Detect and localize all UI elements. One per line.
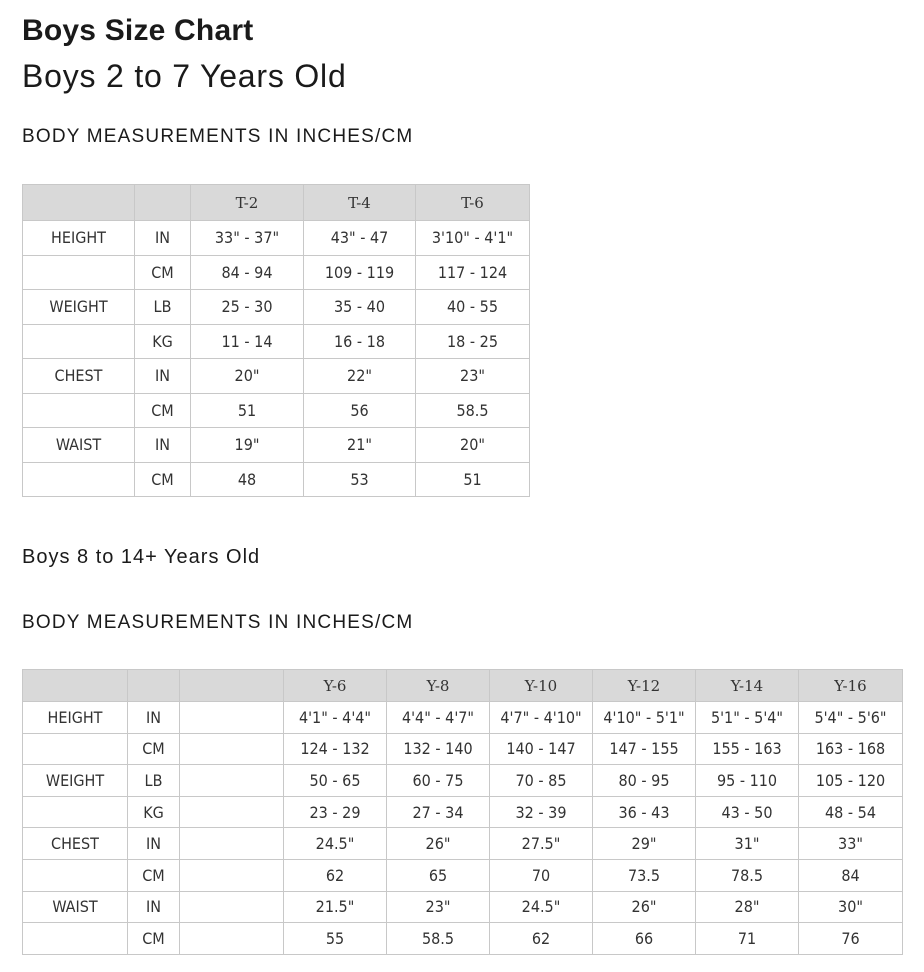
value-cell: 24.5" — [490, 891, 593, 923]
value-cell: 73.5 — [593, 859, 696, 891]
size-table-boys-8-14 — [22, 669, 903, 955]
value-cell: 70 — [490, 859, 593, 891]
size-column-header: Y-10 — [490, 670, 593, 702]
value-cell: 48 - 54 — [799, 796, 903, 828]
measure-cell: WAIST — [23, 891, 128, 923]
table-row — [23, 702, 903, 734]
unit-cell: CM — [135, 255, 191, 290]
measure-cell — [23, 923, 128, 955]
table-row — [23, 733, 903, 765]
unit-cell: CM — [128, 859, 180, 891]
value-cell: 140 - 147 — [490, 733, 593, 765]
unit-cell: CM — [135, 462, 191, 497]
spacer-cell — [180, 859, 284, 891]
spacer-cell — [180, 828, 284, 860]
size-column-header: Y-8 — [387, 670, 490, 702]
value-cell: 11 - 14 — [191, 324, 304, 359]
value-cell: 32 - 39 — [490, 796, 593, 828]
measure-cell — [23, 796, 128, 828]
value-cell: 71 — [696, 923, 799, 955]
size-column-header: Y-14 — [696, 670, 799, 702]
value-cell: 24.5" — [284, 828, 387, 860]
table-row — [23, 324, 530, 359]
measure-cell: WEIGHT — [23, 765, 128, 797]
value-cell: 5'1" - 5'4" — [696, 702, 799, 734]
value-cell: 105 - 120 — [799, 765, 903, 797]
value-cell: 53 — [304, 462, 416, 497]
value-cell: 58.5 — [416, 393, 530, 428]
value-cell: 132 - 140 — [387, 733, 490, 765]
value-cell: 50 - 65 — [284, 765, 387, 797]
table-row — [23, 796, 903, 828]
size-column-header: T-4 — [304, 185, 416, 221]
measure-cell — [23, 324, 135, 359]
value-cell: 5'4" - 5'6" — [799, 702, 903, 734]
value-cell: 18 - 25 — [416, 324, 530, 359]
spacer-cell — [180, 733, 284, 765]
measure-cell: WAIST — [23, 428, 135, 463]
value-cell: 4'4" - 4'7" — [387, 702, 490, 734]
unit-cell: KG — [128, 796, 180, 828]
value-cell: 4'10" - 5'1" — [593, 702, 696, 734]
value-cell: 20" — [191, 359, 304, 394]
value-cell: 51 — [191, 393, 304, 428]
unit-cell: IN — [128, 702, 180, 734]
header-unit — [135, 185, 191, 221]
unit-cell: IN — [135, 221, 191, 256]
measure-cell: WEIGHT — [23, 290, 135, 325]
table-row — [23, 462, 530, 497]
value-cell: 43" - 47 — [304, 221, 416, 256]
value-cell: 31" — [696, 828, 799, 860]
value-cell: 33" — [799, 828, 903, 860]
spacer-cell — [180, 765, 284, 797]
table-row — [23, 891, 903, 923]
unit-cell: LB — [128, 765, 180, 797]
table-row — [23, 393, 530, 428]
table-row — [23, 923, 903, 955]
value-cell: 48 — [191, 462, 304, 497]
measurements-label: BODY MEASUREMENTS IN INCHES/CM — [22, 612, 414, 633]
value-cell: 84 - 94 — [191, 255, 304, 290]
value-cell: 66 — [593, 923, 696, 955]
value-cell: 147 - 155 — [593, 733, 696, 765]
value-cell: 76 — [799, 923, 903, 955]
value-cell: 36 - 43 — [593, 796, 696, 828]
value-cell: 55 — [284, 923, 387, 955]
measure-cell — [23, 462, 135, 497]
value-cell: 84 — [799, 859, 903, 891]
value-cell: 43 - 50 — [696, 796, 799, 828]
value-cell: 35 - 40 — [304, 290, 416, 325]
value-cell: 56 — [304, 393, 416, 428]
size-column-header: Y-12 — [593, 670, 696, 702]
measure-cell — [23, 255, 135, 290]
unit-cell: CM — [135, 393, 191, 428]
value-cell: 4'7" - 4'10" — [490, 702, 593, 734]
table-row — [23, 765, 903, 797]
size-column-header: T-2 — [191, 185, 304, 221]
measure-cell: CHEST — [23, 828, 128, 860]
spacer-cell — [180, 891, 284, 923]
size-column-header: T-6 — [416, 185, 530, 221]
value-cell: 4'1" - 4'4" — [284, 702, 387, 734]
unit-cell: IN — [128, 828, 180, 860]
value-cell: 29" — [593, 828, 696, 860]
table-row — [23, 828, 903, 860]
value-cell: 155 - 163 — [696, 733, 799, 765]
page-title: Boys Size Chart — [22, 14, 254, 47]
table-row — [23, 290, 530, 325]
value-cell: 62 — [490, 923, 593, 955]
measure-cell: HEIGHT — [23, 221, 135, 256]
value-cell: 25 - 30 — [191, 290, 304, 325]
value-cell: 65 — [387, 859, 490, 891]
value-cell: 95 - 110 — [696, 765, 799, 797]
table-row — [23, 859, 903, 891]
value-cell: 21" — [304, 428, 416, 463]
section-subtitle: Boys 2 to 7 Years Old — [22, 58, 347, 94]
value-cell: 163 - 168 — [799, 733, 903, 765]
value-cell: 117 - 124 — [416, 255, 530, 290]
value-cell: 23 - 29 — [284, 796, 387, 828]
table-row — [23, 255, 530, 290]
header-spacer — [180, 670, 284, 702]
unit-cell: CM — [128, 923, 180, 955]
value-cell: 3'10" - 4'1" — [416, 221, 530, 256]
value-cell: 33" - 37" — [191, 221, 304, 256]
value-cell: 26" — [593, 891, 696, 923]
value-cell: 62 — [284, 859, 387, 891]
value-cell: 40 - 55 — [416, 290, 530, 325]
table-row — [23, 359, 530, 394]
measure-cell — [23, 859, 128, 891]
value-cell: 23" — [387, 891, 490, 923]
unit-cell: IN — [135, 428, 191, 463]
value-cell: 27.5" — [490, 828, 593, 860]
spacer-cell — [180, 796, 284, 828]
unit-cell: CM — [128, 733, 180, 765]
measure-cell: HEIGHT — [23, 702, 128, 734]
spacer-cell — [180, 923, 284, 955]
value-cell: 26" — [387, 828, 490, 860]
table-header-row — [23, 185, 530, 221]
size-table-boys-2-7 — [22, 184, 530, 497]
value-cell: 70 - 85 — [490, 765, 593, 797]
measure-cell — [23, 733, 128, 765]
value-cell: 21.5" — [284, 891, 387, 923]
size-column-header: Y-16 — [799, 670, 903, 702]
table-header-row — [23, 670, 903, 702]
value-cell: 51 — [416, 462, 530, 497]
header-unit — [128, 670, 180, 702]
value-cell: 16 - 18 — [304, 324, 416, 359]
value-cell: 23" — [416, 359, 530, 394]
header-measure — [23, 185, 135, 221]
value-cell: 60 - 75 — [387, 765, 490, 797]
value-cell: 28" — [696, 891, 799, 923]
value-cell: 30" — [799, 891, 903, 923]
value-cell: 27 - 34 — [387, 796, 490, 828]
table-row — [23, 221, 530, 256]
header-measure — [23, 670, 128, 702]
value-cell: 20" — [416, 428, 530, 463]
value-cell: 80 - 95 — [593, 765, 696, 797]
value-cell: 22" — [304, 359, 416, 394]
value-cell: 124 - 132 — [284, 733, 387, 765]
value-cell: 58.5 — [387, 923, 490, 955]
measure-cell: CHEST — [23, 359, 135, 394]
measurements-label: BODY MEASUREMENTS IN INCHES/CM — [22, 126, 414, 147]
table-row — [23, 428, 530, 463]
section-subtitle: Boys 8 to 14+ Years Old — [22, 546, 261, 568]
value-cell: 19" — [191, 428, 304, 463]
spacer-cell — [180, 702, 284, 734]
unit-cell: IN — [135, 359, 191, 394]
unit-cell: KG — [135, 324, 191, 359]
unit-cell: IN — [128, 891, 180, 923]
value-cell: 109 - 119 — [304, 255, 416, 290]
measure-cell — [23, 393, 135, 428]
size-column-header: Y-6 — [284, 670, 387, 702]
unit-cell: LB — [135, 290, 191, 325]
value-cell: 78.5 — [696, 859, 799, 891]
